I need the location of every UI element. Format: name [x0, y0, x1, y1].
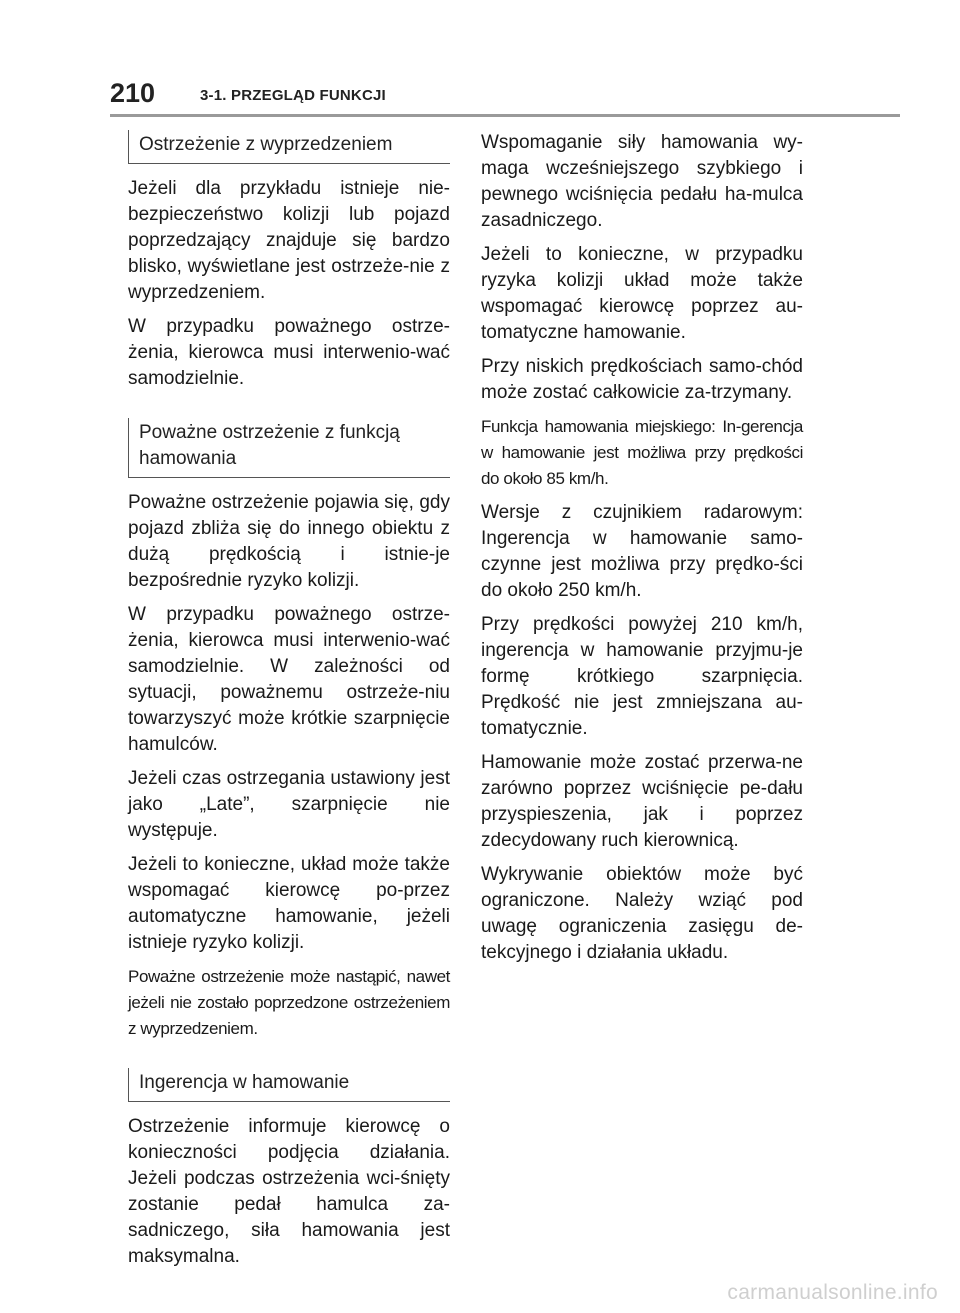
paragraph: Jeżeli czas ostrzegania ustawiony jest jako „Late”, szarpnięcie nie występuje.: [128, 768, 450, 841]
paragraph: Hamowanie może zostać przerwa-ne zarówno poprzez wciśnięcie pe-dału przyspieszenia, jak i poprzez zdecydowany ruch kierownicą.: [481, 752, 803, 851]
paragraph: Funkcja hamowania miejskiego: In-gerencja w hamowanie jest możliwa przy prędkości do około 85 km/h.: [481, 417, 803, 488]
paragraph: W przypadku poważnego ostrze-żenia, kierowca musi interwenio-wać samodzielnie. W zależności od sytuacji, poważnemu ostrzeże-niu towarzyszyć może krótkie szarpnięcie hamulców.: [128, 604, 450, 755]
paragraph: W przypadku poważnego ostrze-żenia, kierowca musi interwenio-wać samodzielnie.: [128, 316, 450, 389]
paragraph: Przy niskich prędkościach samo-chód może zostać całkowicie za-trzymany.: [481, 356, 803, 403]
section-heading-brake-intervention: Ingerencja w hamowanie: [128, 1068, 450, 1102]
paragraph: Przy prędkości powyżej 210 km/h, ingerencja w hamowanie przyjmu-je formę krótkiego szarpnięcia. Prędkość nie jest zmniejszana au-tomatycznie.: [481, 614, 803, 739]
watermark: carmanualsonline.info: [727, 1281, 938, 1304]
paragraph: Wspomaganie siły hamowania wy-maga wcześniejszego szybkiego i pewnego wciśnięcia pedału ha-mulca zasadniczego.: [481, 132, 803, 231]
note-paragraph: Poważne ostrzeżenie może nastąpić, nawet jeżeli nie zostało poprzedzone ostrzeżeniem z wyprzedzeniem.: [128, 967, 450, 1038]
paragraph: Ostrzeżenie informuje kierowcę o konieczności podjęcia działania. Jeżeli podczas ostrzeżenia wci-śnięty zostanie pedał hamulca za-sadniczego, siła hamowania jest maksymalna.: [128, 1116, 450, 1267]
paragraph: Jeżeli to konieczne, układ może także wspomagać kierowcę po-przez automatyczne hamowanie, jeżeli istnieje ryzyko kolizji.: [128, 854, 450, 953]
page-number: 210: [110, 78, 156, 108]
left-column: [128, 130, 450, 1278]
paragraph: Wykrywanie obiektów może być ograniczone. Należy wziąć pod uwagę ograniczenia zasięgu de-tekcyjnego i działania układu.: [481, 864, 803, 963]
paragraph: Jeżeli dla przykładu istnieje nie-bezpieczeństwo kolizji lub pojazd poprzedzający znajduje się bardzo blisko, wyświetlane jest ostrzeże-nie z wyprzedzeniem.: [128, 178, 450, 303]
page-header: [110, 78, 900, 118]
right-column: [481, 130, 803, 974]
section-heading-serious-warning: Poważne ostrzeżenie z funkcją hamowania: [128, 418, 450, 478]
section-heading-advance-warning: Ostrzeżenie z wyprzedzeniem: [128, 130, 450, 164]
paragraph: Wersje z czujnikiem radarowym: Ingerencja w hamowanie samo-czynne jest możliwa przy prędko-ści do około 250 km/h.: [481, 502, 803, 601]
paragraph: Jeżeli to konieczne, w przypadku ryzyka kolizji układ może także wspomagać kierowcę poprzez au-tomatyczne hamowanie.: [481, 244, 803, 343]
chapter-title: 3-1. PRZEGLĄD FUNKCJI: [200, 87, 386, 104]
header-divider: [110, 114, 900, 117]
paragraph: Poważne ostrzeżenie pojawia się, gdy pojazd zbliża się do innego obiektu z dużą prędkością i istnie-je bezpośrednie ryzyko kolizji.: [128, 492, 450, 591]
